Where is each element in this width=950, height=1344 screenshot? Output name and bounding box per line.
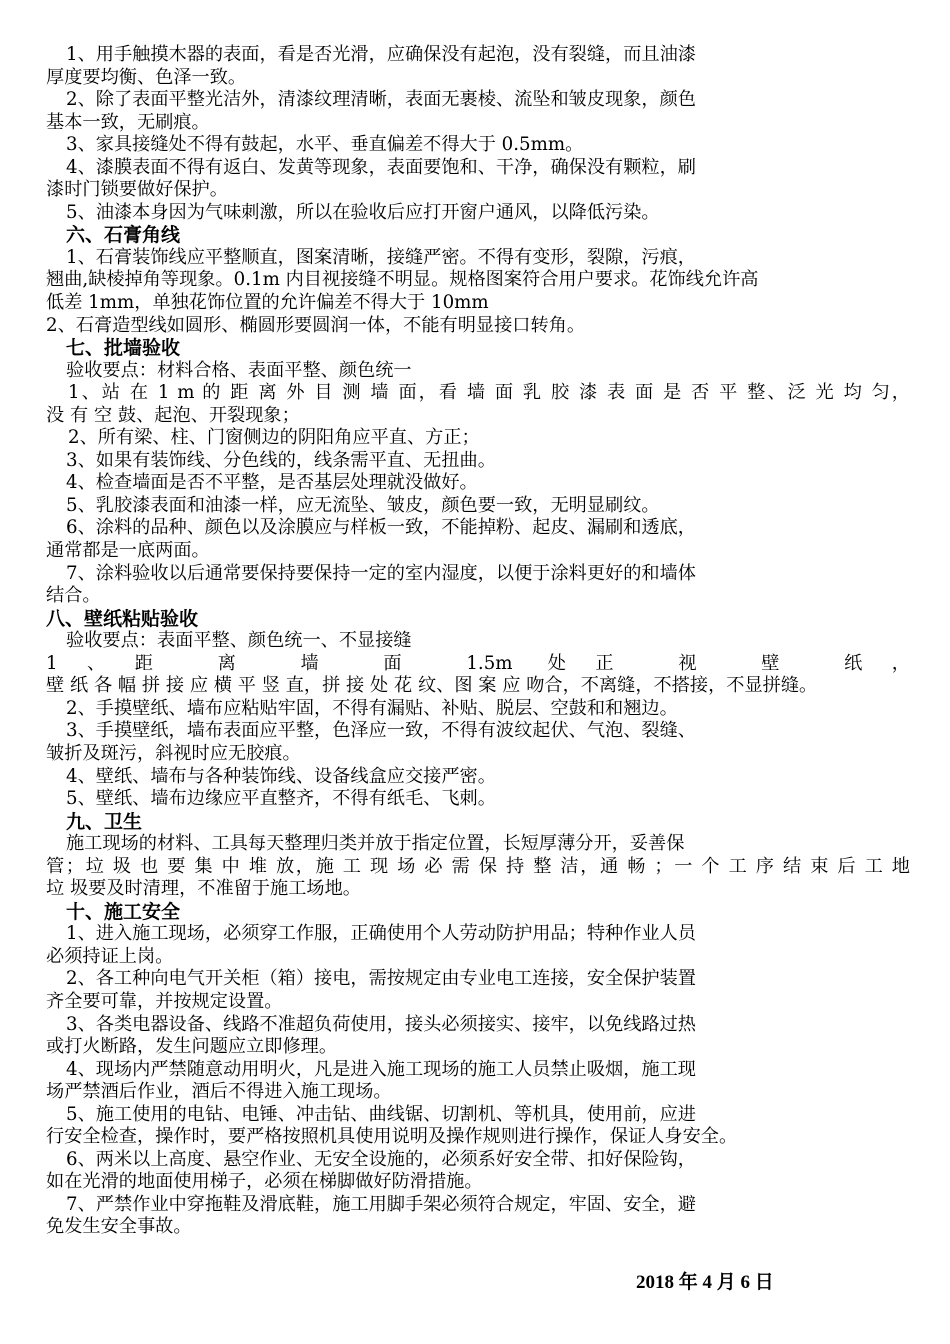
paragraph-line: 漆时门锁要做好保护。 (46, 179, 228, 201)
paragraph-line: 通常都是一底两面。 (46, 540, 210, 562)
paragraph-line: 3、如果有装饰线、分色线的，线条需平直、无扭曲。 (66, 449, 496, 471)
document-date: 2018 年 4 月 6 日 (636, 1272, 774, 1293)
section-heading: 八、壁纸粘贴验收 (46, 607, 199, 630)
paragraph-line: 2、手摸壁纸、墙布应粘贴牢固，不得有漏贴、补贴、脱层、空鼓和和翘边。 (66, 697, 678, 719)
paragraph-line: 免发生安全事故。 (46, 1216, 192, 1238)
paragraph-line: 如在光滑的地面使用梯子，必须在梯脚做好防滑措施。 (46, 1171, 483, 1193)
paragraph-line: 6、两米以上高度、悬空作业、无安全设施的，必须系好安全带、扣好保险钩， (66, 1148, 696, 1170)
paragraph-line: 1、站 在 1 m 的 距 离 外 目 测 墙 面，看 墙 面 乳 胶 漆 表 面 是 否 平 整、泛 光 均 匀， (68, 382, 910, 404)
paragraph-line: 管；垃 圾 也 要 集 中 堆 放，施 工 现 场 必 需 保 持 整 洁，通 畅 ；一 个 工 序 结 束 后 工 地 (46, 855, 910, 877)
paragraph-line: 6、涂料的品种、颜色以及涂膜应与样板一致，不能掉粉、起皮、漏刷和透底， (66, 517, 696, 539)
paragraph-line: 4、壁纸、墙布与各种装饰线、设备线盒应交接严密。 (66, 765, 496, 787)
paragraph-line: 结合。 (46, 585, 101, 607)
section-heading: 九、卫生 (66, 810, 143, 833)
paragraph-line: 2、各工种向电气开关柜（箱）接电，需按规定由专业电工连接，安全保护装置 (66, 968, 696, 990)
paragraph-line: 必须持证上岗。 (46, 945, 174, 967)
paragraph-line: 3、家具接缝处不得有鼓起，水平、垂直偏差不得大于 0.5mm。 (66, 134, 584, 156)
paragraph-line: 1、用手触摸木器的表面，看是否光滑，应确保没有起泡，没有裂缝，而且油漆 (66, 44, 696, 65)
paragraph-line: 1、进入施工现场，必须穿工作服，正确使用个人劳动防护用品；特种作业人员 (66, 923, 696, 945)
paragraph-line: 4、漆膜表面不得有返白、发黄等现象，表面要饱和、干净，确保没有颗粒，刷 (66, 156, 696, 178)
paragraph-line: 没 有 空 鼓、起泡、开裂现象； (46, 404, 300, 426)
paragraph-line: 3、手摸壁纸，墙布表面应平整，色泽应一致，不得有波纹起伏、气泡、裂缝、 (66, 720, 696, 742)
paragraph-line: 验收要点：表面平整、颜色统一、不显接缝 (66, 630, 412, 652)
paragraph-line: 5、乳胶漆表面和油漆一样，应无流坠、皱皮，颜色要一致，无明显刷纹。 (66, 494, 660, 516)
paragraph-line: 4、现场内严禁随意动用明火，凡是进入施工现场的施工人员禁止吸烟，施工现 (66, 1058, 696, 1080)
paragraph-line: 翘曲,缺棱掉角等现象。0.1m 内目视接缝不明显。规格图案符合用户要求。花饰线允许高 (46, 269, 759, 291)
paragraph-line: 基本一致，无刷痕。 (46, 111, 210, 133)
paragraph-line: 行安全检查，操作时，要严格按照机具使用说明及操作规则进行操作，保证人身安全。 (46, 1126, 738, 1148)
section-heading: 六、石膏角线 (66, 224, 181, 247)
paragraph-line: 5、壁纸、墙布边缘应平直整齐，不得有纸毛、飞刺。 (66, 788, 496, 810)
paragraph-line: 厚度要均衡、色泽一致。 (46, 66, 247, 88)
paragraph-line: 齐全要可靠，并按规定设置。 (46, 990, 283, 1012)
paragraph-line: 垃 圾要及时清理，不准留于施工场地。 (46, 878, 361, 900)
paragraph-line: 3、各类电器设备、线路不准超负荷使用，接头必须接实、接牢，以免线路过热 (66, 1013, 696, 1035)
paragraph-line: 2、所有梁、柱、门窗侧边的阴阳角应平直、方正； (68, 427, 480, 449)
paragraph-line: 壁 纸 各 幅 拼 接 应 横 平 竖 直，拼 接 处 花 纹、图 案 应 吻合，不离缝，不搭接，不显拼缝。 (46, 675, 818, 697)
paragraph-line: 1、石膏装饰线应平整顺直，图案清晰，接缝严密。不得有变形，裂隙，污痕， (66, 246, 696, 268)
paragraph-line: 7、涂料验收以后通常要保持要保持一定的室内湿度，以便于涂料更好的和墙体 (66, 562, 696, 584)
paragraph-line: 5、施工使用的电钻、电锤、冲击钻、曲线锯、切割机、等机具，使用前，应进 (66, 1103, 696, 1125)
paragraph-line: 场严禁酒后作业，酒后不得进入施工现场。 (46, 1081, 392, 1103)
paragraph-line: 7、严禁作业中穿拖鞋及滑底鞋，施工用脚手架必须符合规定，牢固、安全，避 (66, 1193, 696, 1215)
section-heading: 七、批墙验收 (66, 337, 181, 360)
paragraph-line: 低差 1mm，单独花饰位置的允许偏差不得大于 10mm (46, 292, 489, 314)
paragraph-line: 或打火断路，发生问题应立即修理。 (46, 1036, 338, 1058)
paragraph-line: 验收要点：材料合格、表面平整、颜色统一 (66, 359, 412, 381)
paragraph-line: 4、检查墙面是否不平整，是否基层处理就没做好。 (66, 472, 478, 494)
paragraph-line: 2、石膏造型线如圆形、椭圆形要圆润一体，不能有明显接口转角。 (46, 314, 586, 336)
paragraph-line: 1、距 离 墙 面 1.5m 处正 视 壁 纸， (46, 652, 910, 674)
paragraph-line: 2、除了表面平整光洁外，清漆纹理清晰，表面无裹棱、流坠和皱皮现象，颜色 (66, 89, 696, 111)
section-heading: 十、施工安全 (66, 900, 181, 923)
paragraph-line: 皱折及斑污，斜视时应无胶痕。 (46, 742, 301, 764)
paragraph-line: 施工现场的材料、工具每天整理归类并放于指定位置，长短厚薄分开，妥善保 (66, 833, 685, 855)
paragraph-line: 5、油漆本身因为气味刺激，所以在验收后应打开窗户通风，以降低污染。 (66, 201, 660, 223)
